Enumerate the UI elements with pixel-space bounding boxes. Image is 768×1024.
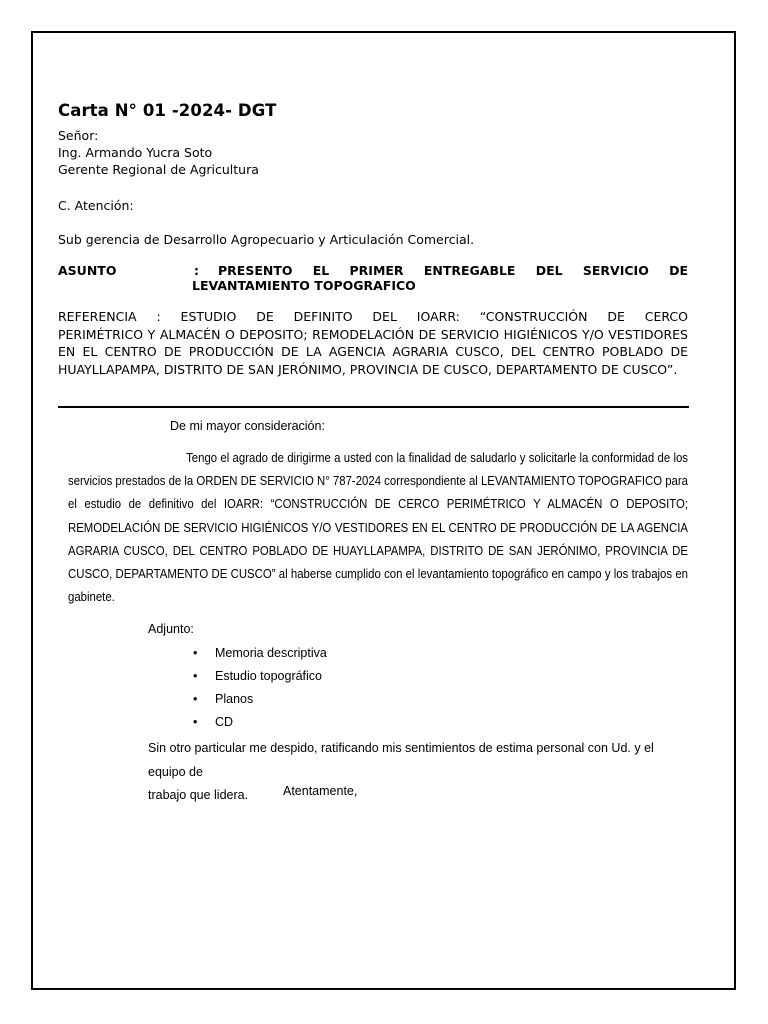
recipient-name: Ing. Armando Yucra Soto xyxy=(58,145,213,160)
body-line: AGRARIA CUSCO, DEL CENTRO POBLADO DE HUAYLLAPAMPA, DISTRITO DE SAN JERÓNIMO, PROVINCIA DE xyxy=(68,543,688,558)
referencia-block xyxy=(58,308,688,378)
asunto-text-line-2: LEVANTAMIENTO TOPOGRAFICO xyxy=(192,278,416,293)
closing-line: trabajo que lidera. xyxy=(148,788,249,802)
asunto-label: ASUNTO xyxy=(58,263,117,278)
referencia-line: HUAYLLAPAMPA, DISTRITO DE SAN JERÓNIMO, PROVINCIA DE CUSCO, DEPARTAMENTO DE CUSCO”. xyxy=(58,361,678,377)
body-paragraph xyxy=(68,447,688,609)
attention-line: C. Atención: xyxy=(58,198,134,213)
sign-off: Atentamente, xyxy=(283,784,358,798)
letter-title: Carta N° 01 -2024- DGT xyxy=(58,101,277,120)
referencia-line: REFERENCIA : ESTUDIO DE DEFINITO DEL IOARR: “CONSTRUCCIÓN DE CERCO xyxy=(58,309,688,324)
bullet-icon: • xyxy=(193,715,198,729)
salutation: Señor: xyxy=(58,128,99,143)
asunto-colon: : xyxy=(194,263,199,278)
adjunto-item-label: Planos xyxy=(215,692,254,706)
recipient-role: Gerente Regional de Agricultura xyxy=(58,162,259,177)
bullet-icon: • xyxy=(193,669,198,683)
body-line: Tengo el agrado de dirigirme a usted con la finalidad de saludarlo y solicitarle la conformidad de los xyxy=(68,451,688,465)
body-line: servicios prestados de la ORDEN DE SERVICIO N° 787-2024 correspondiente al LEVANTAMIENTO TOPOGRAFICO para xyxy=(68,474,688,489)
adjunto-item-label: Memoria descriptiva xyxy=(215,646,327,660)
body-line: gabinete. xyxy=(68,590,115,605)
body-line: REMODELACIÓN DE SERVICIO HIGIÉNICOS Y/O VESTIDORES EN EL CENTRO DE PRODUCCIÓN DE LA AGENCIA xyxy=(68,520,688,535)
adjunto-item-label: CD xyxy=(215,715,234,729)
separator-rule xyxy=(58,406,689,408)
adjunto-item-label: Estudio topográfico xyxy=(215,669,323,683)
body-line: CUSCO, DEPARTAMENTO DE CUSCO” al haberse cumplido con el levantamiento topográfico en campo y los trabajos en xyxy=(68,567,688,582)
bullet-icon: • xyxy=(193,646,198,660)
adjunto-label: Adjunto: xyxy=(148,622,194,636)
asunto-text-line-1: PRESENTO EL PRIMER ENTREGABLE DEL SERVICIO DE xyxy=(218,263,688,278)
greeting: De mi mayor consideración: xyxy=(170,419,325,433)
closing-line: Sin otro particular me despido, ratificando mis sentimientos de estima personal con Ud. y el equipo de xyxy=(148,741,654,779)
closing-paragraph xyxy=(148,737,693,808)
department-line: Sub gerencia de Desarrollo Agropecuario y Articulación Comercial. xyxy=(58,232,475,247)
bullet-icon: • xyxy=(193,692,198,706)
body-line: el estudio de definitivo del IOARR: “CONSTRUCCIÓN DE CERCO PERIMÉTRICO Y ALMACÉN O DEPOSITO; xyxy=(68,497,688,512)
referencia-line: PERIMÉTRICO Y ALMACÉN O DEPOSITO; REMODELACIÓN DE SERVICIO HIGIÉNICOS Y/O VESTIDORES xyxy=(58,326,688,342)
referencia-line: EN EL CENTRO DE PRODUCCIÓN DE LA AGENCIA AGRARIA CUSCO, DEL CENTRO POBLADO DE xyxy=(58,344,688,359)
